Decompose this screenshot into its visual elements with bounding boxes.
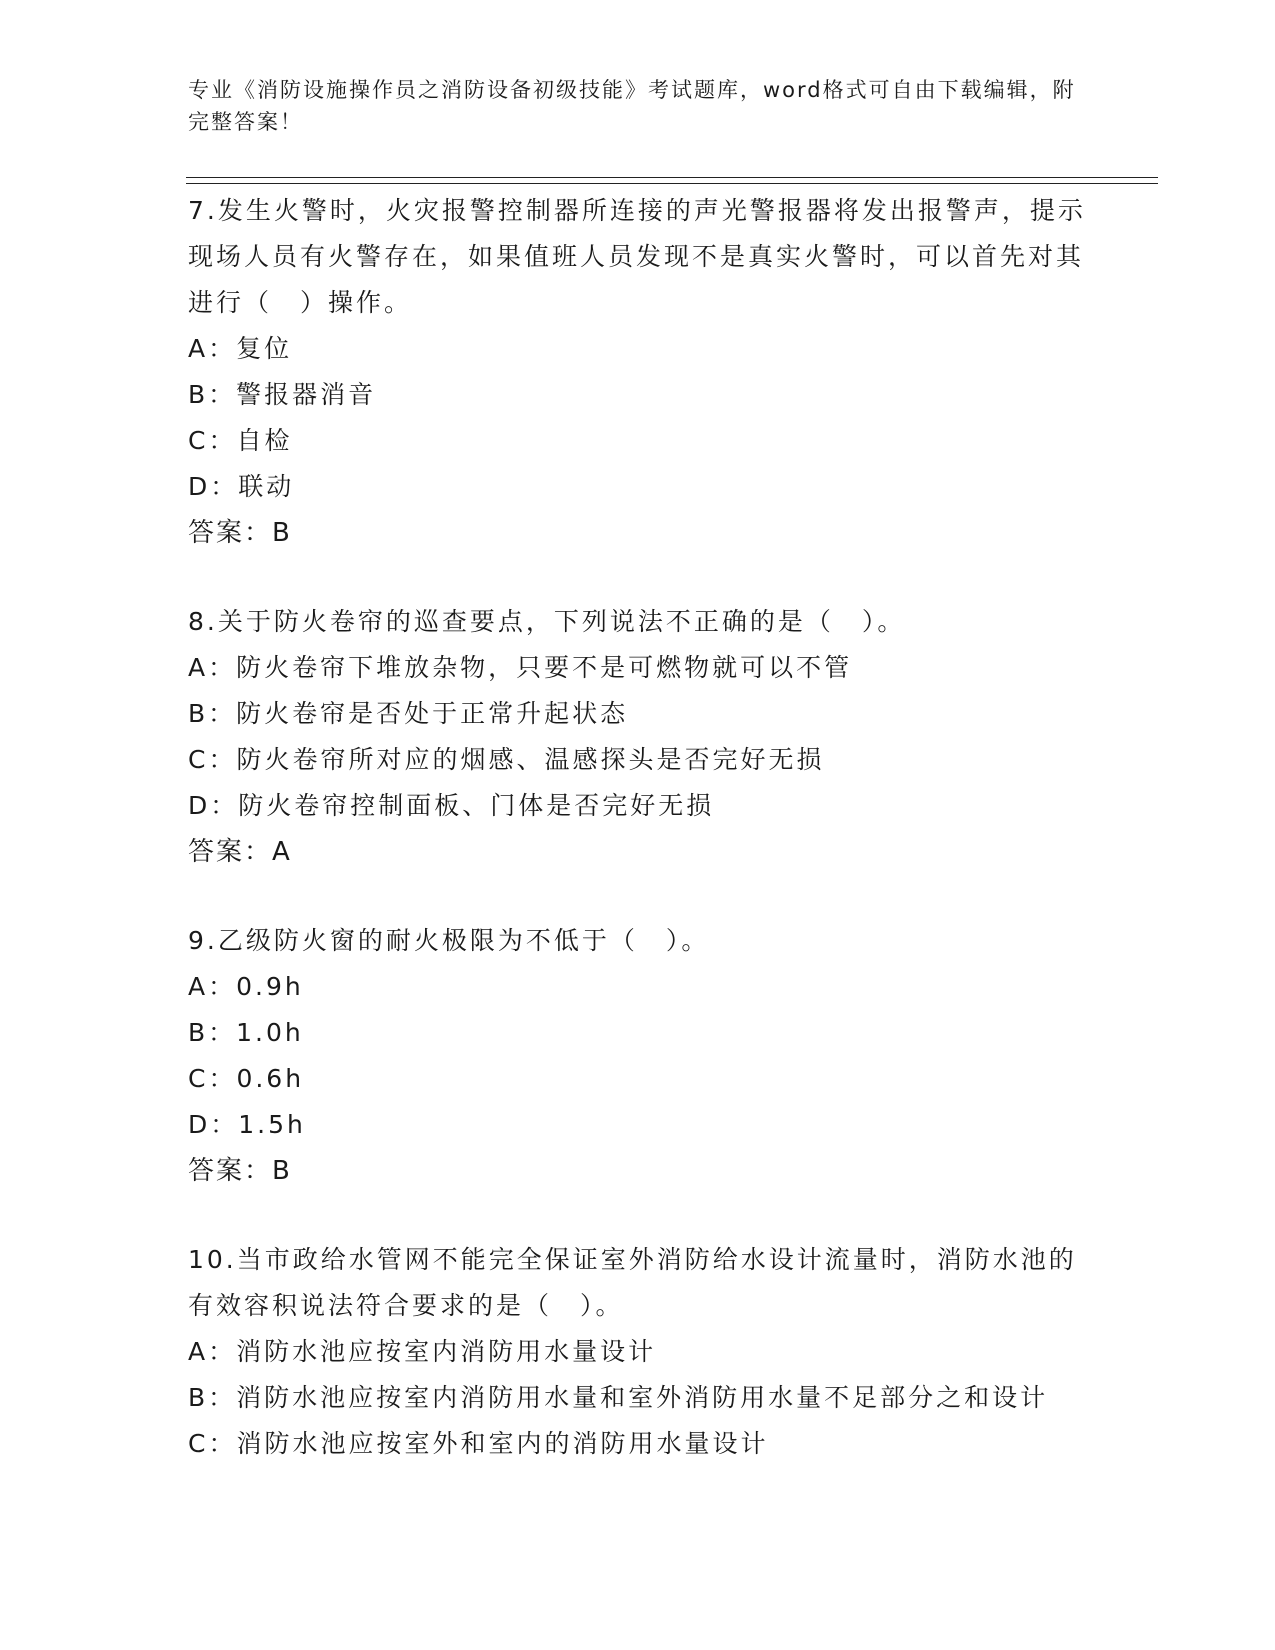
option-c: C：消防水池应按室外和室内的消防用水量设计 bbox=[188, 1429, 769, 1458]
option-c: C：防火卷帘所对应的烟感、温感探头是否完好无损 bbox=[188, 745, 825, 774]
document-header: 专业《消防设施操作员之消防设备初级技能》考试题库，word格式可自由下载编辑，附完整答案！ bbox=[188, 78, 1076, 134]
option-a: A：防火卷帘下堆放杂物，只要不是可燃物就可以不管 bbox=[188, 653, 853, 682]
option-a: A：消防水池应按室内消防用水量设计 bbox=[188, 1337, 657, 1366]
option-b: B：1.0h bbox=[188, 1018, 304, 1047]
option-b: B：警报器消音 bbox=[188, 380, 377, 409]
question-7 bbox=[188, 188, 1088, 556]
option-d: D：1.5h bbox=[188, 1110, 306, 1139]
question-text: 8.关于防火卷帘的巡查要点，下列说法不正确的是（ ）。 bbox=[188, 607, 906, 636]
answer: 答案：A bbox=[188, 837, 292, 867]
header-divider-bottom bbox=[186, 183, 1158, 184]
question-list bbox=[188, 188, 1088, 1510]
question-9 bbox=[188, 918, 1088, 1194]
answer: 答案：B bbox=[188, 1156, 292, 1186]
option-a: A：复位 bbox=[188, 334, 293, 363]
question-text: 10.当市政给水管网不能完全保证室外消防给水设计流量时，消防水池的有效容积说法符合要求的是（ ）。 bbox=[188, 1245, 1077, 1320]
question-8 bbox=[188, 599, 1088, 875]
option-c: C：自检 bbox=[188, 426, 293, 455]
option-b: B：防火卷帘是否处于正常升起状态 bbox=[188, 699, 629, 728]
question-10 bbox=[188, 1237, 1088, 1467]
option-d: D：防火卷帘控制面板、门体是否完好无损 bbox=[188, 791, 715, 820]
option-c: C：0.6h bbox=[188, 1064, 305, 1093]
answer: 答案：B bbox=[188, 518, 292, 548]
option-a: A：0.9h bbox=[188, 972, 304, 1001]
question-text: 7.发生火警时，火灾报警控制器所连接的声光警报器将发出报警声，提示现场人员有火警存在，如果值班人员发现不是真实火警时，可以首先对其进行（ ）操作。 bbox=[188, 196, 1086, 317]
header-divider-top bbox=[186, 177, 1158, 178]
option-d: D：联动 bbox=[188, 472, 295, 501]
option-b: B：消防水池应按室内消防用水量和室外消防用水量不足部分之和设计 bbox=[188, 1383, 1049, 1412]
question-text: 9.乙级防火窗的耐火极限为不低于（ ）。 bbox=[188, 926, 710, 955]
